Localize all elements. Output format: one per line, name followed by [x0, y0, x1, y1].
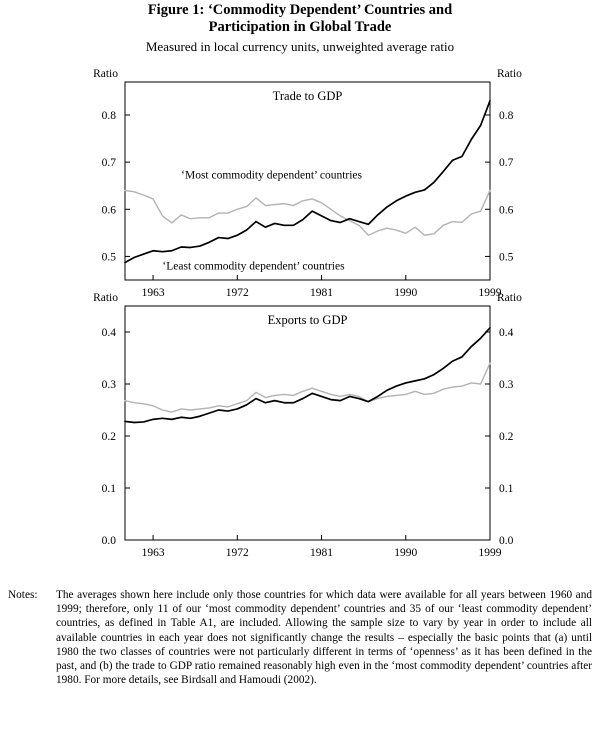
y-tick-label-left: 0.2 — [101, 431, 116, 443]
x-tick-label: 1972 — [225, 287, 249, 299]
panel-title-exports-to-gdp: Exports to GDP — [267, 313, 348, 327]
annotation-1: ‘Most commodity dependent’ countries — [181, 169, 363, 182]
x-tick-label: 1963 — [141, 287, 165, 299]
y-tick-label-right: 0.2 — [499, 431, 514, 443]
y-tick-label-right: 0.1 — [499, 483, 514, 495]
series-line-least-commodity-dependent — [125, 328, 490, 423]
series-line-least-commodity-dependent — [125, 101, 490, 263]
x-tick-label: 1963 — [141, 547, 165, 559]
figure-title — [65, 2, 535, 36]
y-tick-label-left: 0.5 — [101, 251, 116, 264]
figure-title-line-2: Participation in Global Trade — [208, 19, 392, 35]
panel-exports-to-gdp — [93, 292, 522, 559]
y-tick-label-left: 0.8 — [101, 110, 116, 122]
x-tick-label: 1990 — [394, 547, 418, 559]
x-tick-label: 1999 — [478, 287, 502, 299]
notes-label: Notes: — [8, 589, 38, 601]
y-tick-label-left: 0.1 — [101, 483, 116, 495]
panel-frame — [125, 306, 490, 540]
series-line-most-commodity-dependent — [125, 363, 490, 412]
y-axis-label-right: Ratio — [497, 292, 522, 304]
y-tick-label-left: 0.7 — [101, 157, 116, 170]
series-line-most-commodity-dependent — [125, 190, 490, 235]
y-tick-label-right: 0.6 — [499, 204, 514, 217]
figure-title-line-1: Figure 1: ‘Commodity Dependent’ Countries and — [147, 2, 453, 18]
y-tick-label-left: 0.6 — [101, 204, 116, 217]
y-axis-label-left: Ratio — [93, 292, 118, 304]
annotation-2: ‘Least commodity dependent’ countries — [162, 260, 345, 273]
notes-text: The averages shown here include only those countries for which data were available for all years between 1960 and 1999; therefore, only 11 of our ‘most commodity dependent’ countries and 35 of our ‘least commodity dependent’ countries, as defined in Table A1, are included. Allowing the sample size to vary by year in order to include all available countries in each year does not significantly change the results – especially the basic points that (a) until 1980 the two classes of countries were not particularly different in terms of ‘openness’ as it has been defined in the past, and (b) the trade to GDP ratio remained reasonably high even in the ‘most commodity dependent’ countries after 1980. For more details, see Birdsall and Hamoudi (2002). — [56, 589, 592, 687]
y-tick-label-right: 0.7 — [499, 157, 514, 170]
y-tick-label-left: 0.3 — [101, 379, 116, 391]
y-tick-label-left: 0.4 — [101, 327, 116, 339]
notes-block — [8, 588, 592, 687]
chart-svg — [0, 62, 600, 562]
y-tick-label-left: 0.0 — [101, 535, 116, 547]
x-tick-label: 1999 — [478, 547, 502, 559]
title-block — [0, 0, 600, 56]
y-tick-label-right: 0.0 — [499, 535, 514, 547]
chart-area — [0, 62, 600, 562]
y-tick-label-right: 0.8 — [499, 110, 514, 122]
y-axis-label-right: Ratio — [497, 68, 522, 80]
y-tick-label-right: 0.4 — [499, 327, 514, 339]
y-tick-label-right: 0.5 — [499, 251, 514, 264]
x-tick-label: 1990 — [394, 287, 418, 299]
x-tick-label: 1981 — [310, 287, 334, 299]
figure-subtitle: Measured in local currency units, unweighted average ratio — [145, 39, 455, 54]
x-tick-label: 1981 — [310, 547, 334, 559]
panel-title-trade-to-gdp: Trade to GDP — [272, 89, 343, 103]
x-tick-label: 1972 — [225, 547, 249, 559]
y-axis-label-left: Ratio — [93, 68, 118, 80]
panel-trade-to-gdp — [93, 68, 522, 299]
y-tick-label-right: 0.3 — [499, 379, 514, 391]
